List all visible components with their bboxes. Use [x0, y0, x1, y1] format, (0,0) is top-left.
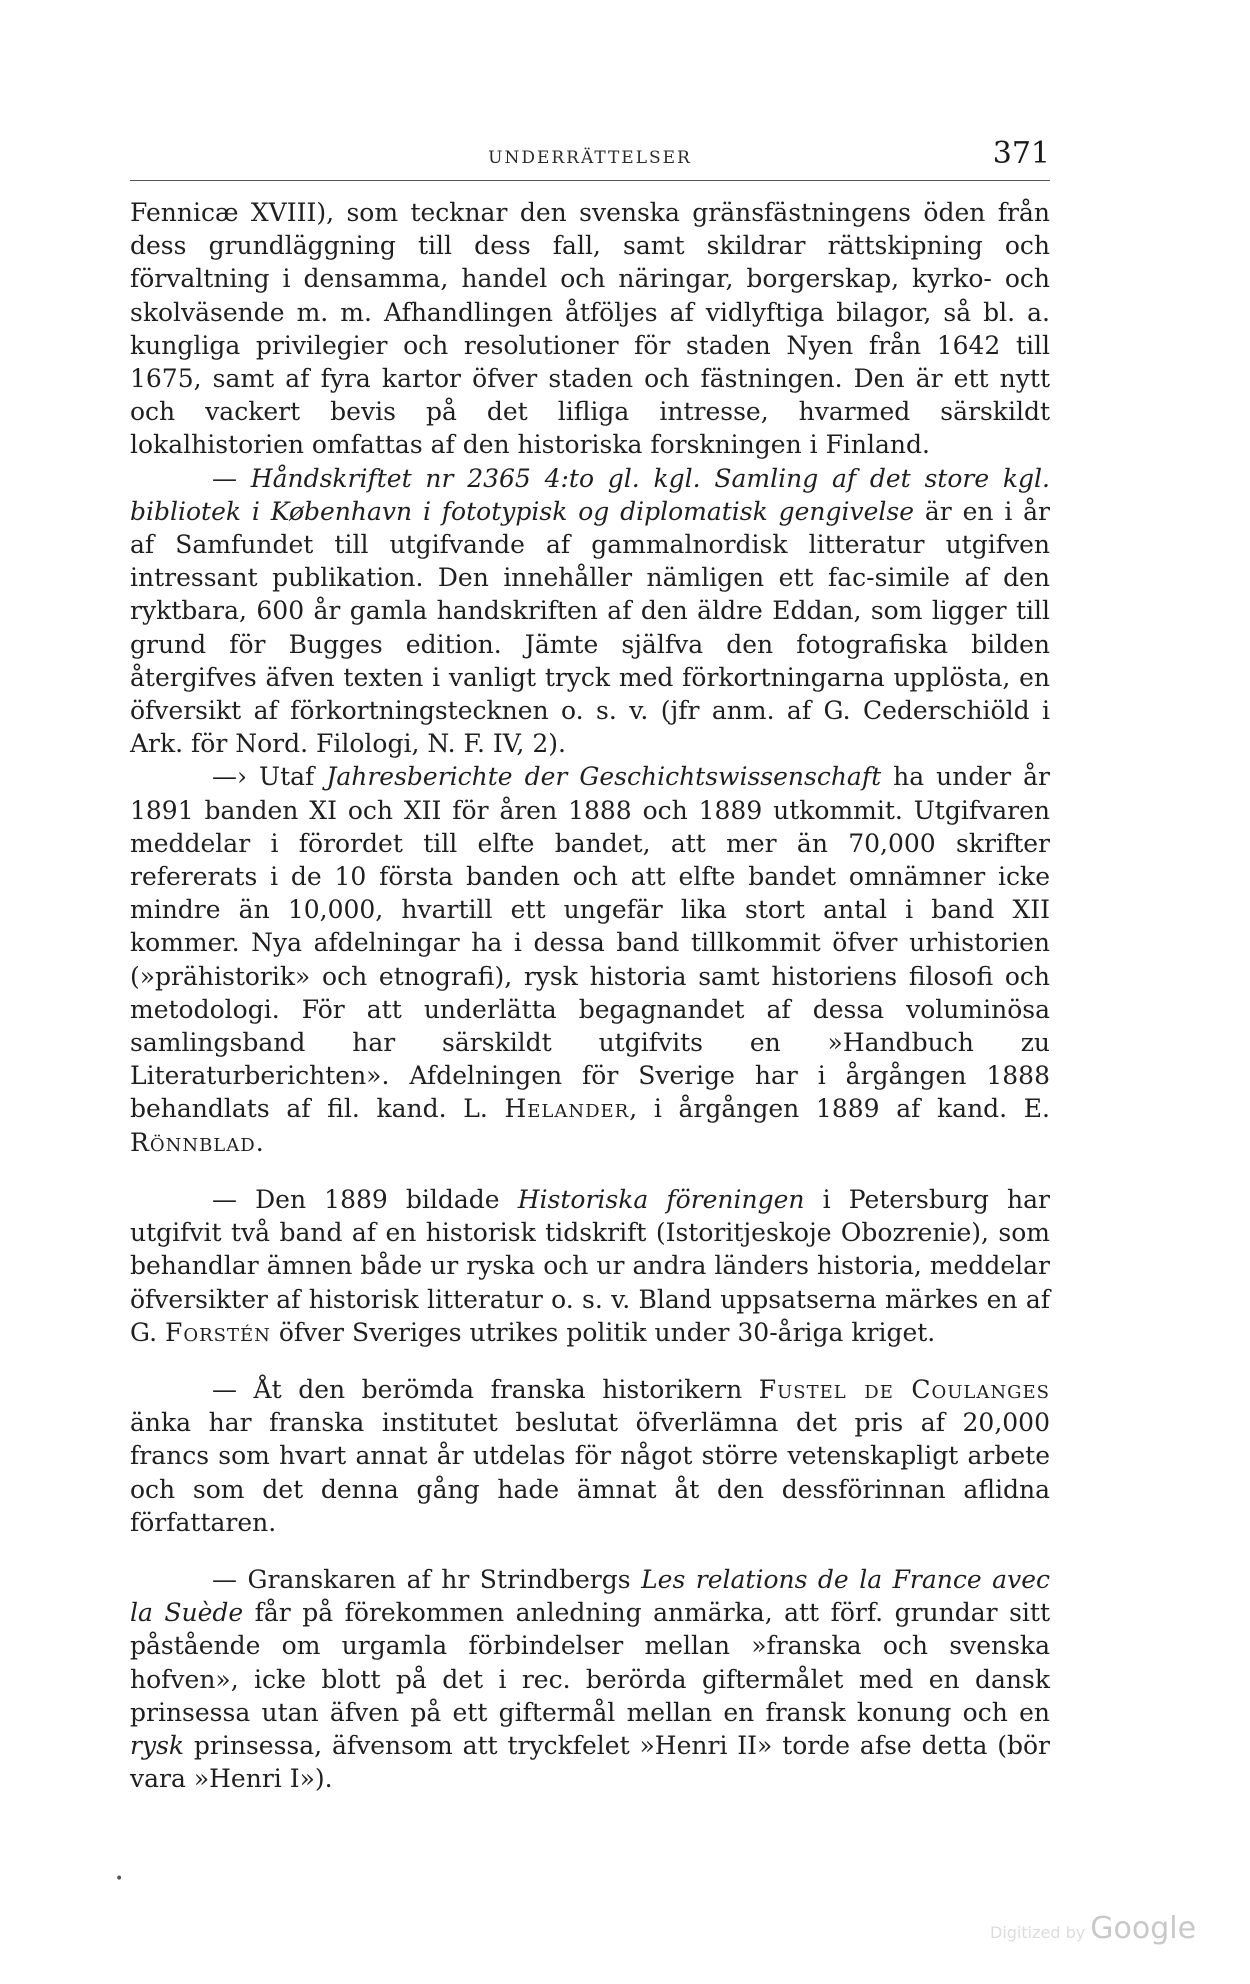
paragraph-text: . — [255, 1127, 264, 1157]
dash-lead: — — [212, 463, 251, 493]
person-name: Forstén — [164, 1317, 271, 1347]
stray-mark: • — [115, 1871, 124, 1887]
dash-lead: — Granskaren af hr Strindbergs — [212, 1564, 642, 1594]
paragraph-text: Fennicæ XVIII), som tecknar den svenska gränsfästningens öden från dess grundläggning till dess fall, samt skildrar rättskipning och förvaltning i densamma, handel och näringar, borgerskap, kyrko- och skolväsende m. m. Afhandlingen åtföljes af vidlyftiga bilagor, så bl. a. kungliga privilegier och resolutioner för staden Nyen från 1642 till 1675, samt af fyra kartor öfver staden och fästningen. Den är ett nytt och vackert bevis på det lifliga intresse, hvarmed särskildt lokalhistorien omfattas af den historiska forskningen i Finland. — [130, 198, 1050, 460]
paragraph-strindberg — [130, 1563, 1050, 1795]
italic-word: rysk — [130, 1730, 185, 1760]
dash-lead: — Åt den berömda franska historikern — [212, 1374, 759, 1404]
watermark-prefix: Digitized by — [990, 1923, 1091, 1942]
running-head: UNDERRÄTTELSER — [488, 148, 692, 168]
paragraph-historiska-foreningen — [130, 1183, 1050, 1349]
page-header — [130, 136, 1050, 181]
watermark-brand: Google — [1090, 1911, 1197, 1946]
paragraph-text: ha under år 1891 banden XI och XII för åren 1888 och 1889 utkommit. Utgifvaren meddelar i förordet till elfte bandet, att mer än 70,000 skrifter refererats i de 10 första banden och att elfte bandet omnämner icke mindre än 10,000, hvartill ett ungefär lika stort antal i band XII kommer. Nya afdelningar ha i dessa band tillkommit öfver urhistorien (»prähistorik» och etnografi), rysk historia samt historiens filosofi och metodologi. För att underlätta begagnandet af dessa voluminösa samlingsband har särskildt utgifvits en »Handbuch zu Literaturberichten». Afdelningen för Sverige har i årgången 1888 behandlats af fil. kand. L. — [130, 762, 1050, 1124]
paragraph-fustel-de-coulanges — [130, 1373, 1050, 1539]
paragraph-text: i Petersburg har utgifvit två band af en historisk tidskrift (Istoritjeskoje Obozrenie), som behandlar ämnen både ur ryska och ur andra länders historia, meddelar öfversikter af historisk litteratur o. s. v. Bland uppsatserna märkes en af G. — [130, 1184, 1050, 1347]
paragraph-text: änka har franska institutet beslutat öfverlämna det pris af 20,000 francs som hvart annat år utdelas för något större vetenskapligt arbete och som det denna gång hade ämnat åt den dessförinnan aflidna författaren. — [130, 1408, 1050, 1537]
page-number: 371 — [992, 136, 1050, 171]
italic-title: Samling af det store kgl. bibliotek i København i fototypisk og diplomatisk gengivelse — [130, 463, 1050, 526]
paragraph-text: är en i år af Samfundet till utgifvande af gammalnordisk litteratur utgifven intressant publikation. Den innehåller nämligen ett fac-simile af den ryktbara, 600 år gamla handskriften af den äldre Eddan, som ligger till grund för Bugges edition. Jämte själfva den fotografiska bilden återgifves äfven texten i vanligt tryck med förkortningarna upplösta, en öfversikt af förkortningstecknen o. s. v. (jfr anm. af G. Cederschiöld i Ark. för Nord. Filologi, N. F. IV, 2). — [130, 496, 1051, 759]
page-body — [130, 196, 1050, 1795]
italic-title: Les relations de la France avec la Suède — [130, 1564, 1050, 1628]
italic-title: Jahresberichte der Geschichtswissenschaft — [326, 762, 882, 792]
person-name: Rönnblad — [130, 1127, 256, 1157]
paragraph-jahresberichte — [130, 760, 1050, 1158]
paragraph-text: prinsessa, äfvensom att tryckfelet »Henri II» torde afse detta (bör vara »Henri I»). — [130, 1730, 1050, 1794]
google-watermark — [990, 1911, 1196, 1946]
dash-lead: —› Utaf — [212, 762, 327, 792]
italic-title: Historiska föreningen — [517, 1184, 805, 1214]
paragraph-text: får på förekommen anledning anmärka, att förf. grundar sitt påstående om urgamla förbindelser mellan »franska och svenska hofven», icke blott på det i rec. berörda giftermålet med en dansk prinsessa utan äfven på ett giftermål mellan en fransk konung och en — [130, 1598, 1050, 1727]
paragraph-text: öfver Sveriges utrikes politik under 30-åriga kriget. — [270, 1317, 936, 1347]
person-name: Fustel de Coulanges — [758, 1374, 1050, 1404]
paragraph-edda-manuscript — [130, 462, 1050, 761]
paragraph-text: , i årgången 1889 af kand. E. — [629, 1094, 1050, 1124]
dash-lead: — Den 1889 bildade — [212, 1184, 518, 1214]
italic-title: Håndskriftet nr 2365 4:to gl. kgl. — [250, 463, 701, 493]
paragraph-nyen — [130, 196, 1050, 462]
person-name: Helander — [504, 1094, 630, 1124]
